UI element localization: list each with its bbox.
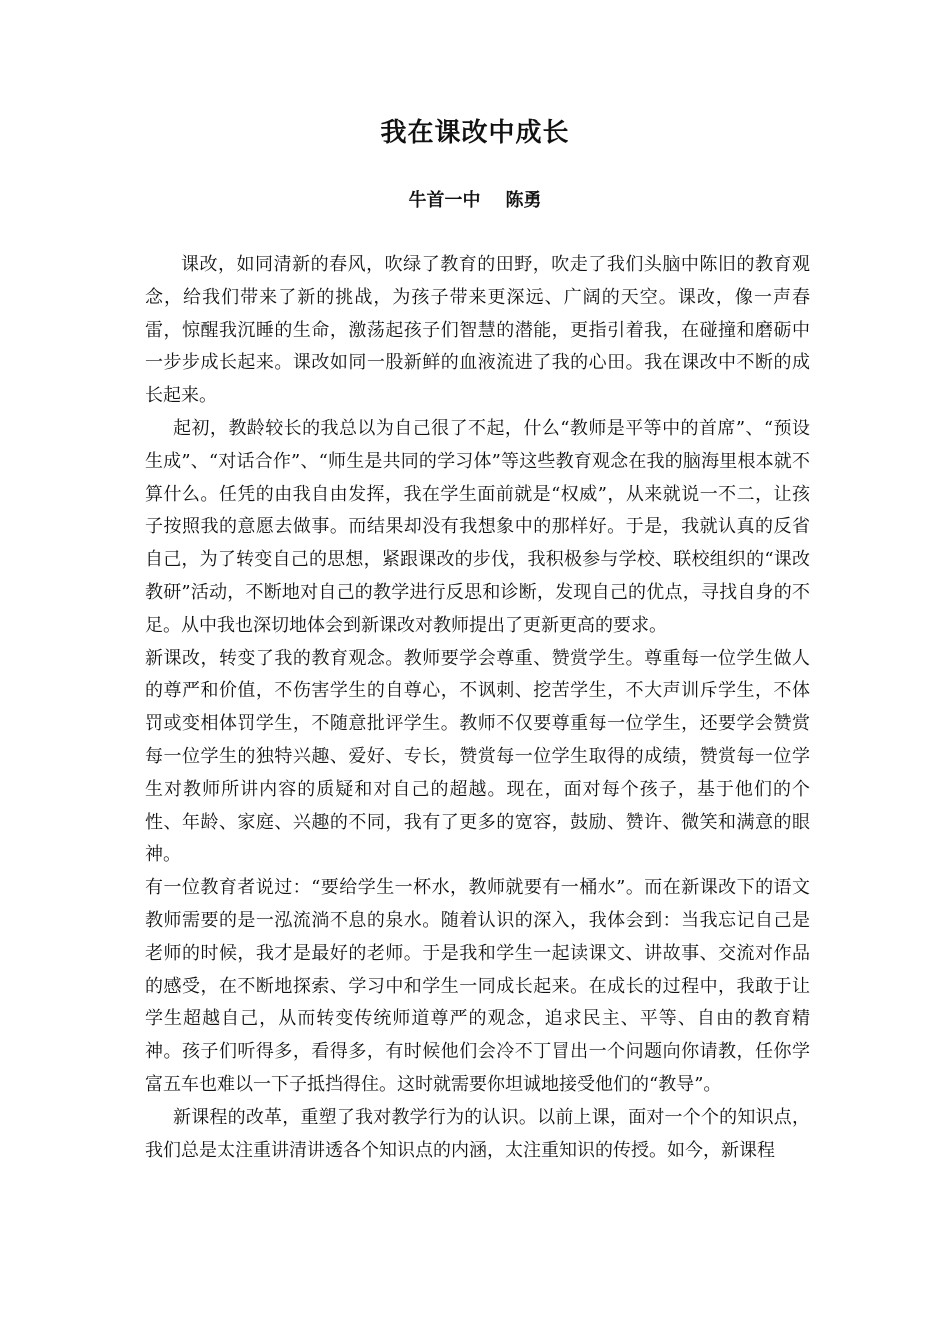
paragraph-5: 新课程的改革，重塑了我对教学行为的认识。以前上课，面对一个个的知识点，我们总是太注重讲清讲透各个知识点的内涵，太注重知识的传授。如今，新课程 — [145, 1106, 810, 1161]
document-title: 我在课改中成长 — [380, 118, 570, 148]
paragraph-2: 起初，教龄较长的我总以为自己很了不起，什么“教师是平等中的首席”、“预设生成”、“对话合作”、“师生是共同的学习体”等这些教育观念在我的脑海里根本就不算什么。任凭的由我自由发挥，我在学生面前就是“权威”，从来就说一不二，让孩子按照我的意愿去做事。而结果却没有我想象中的那样好。于是，我就认真的反省自己，为了转变自己的思想，紧跟课改的步伐，我积极参与学校、联校组织的“课改教研”活动，不断地对自己的教学进行反思和诊断，发现自己的优点，寻找自身的不足。从中我也深切地体会到新课改对教师提出了更新更高的要求。 — [145, 417, 810, 636]
paragraph-4: 有一位教育者说过：“要给学生一杯水，教师就要有一桶水”。而在新课改下的语文教师需要的是一泓流淌不息的泉水。随着认识的深入，我体会到：当我忘记自己是老师的时候，我才是最好的老师。于是我和学生一起读课文、讲故事、交流对作品的感受，在不断地探索、学习中和学生一同成长起来。在成长的过程中，我敢于让学生超越自己，从而转变传统师道尊严的观念，追求民主、平等、自由的教育精神。孩子们听得多，看得多，有时候他们会冷不丁冒出一个问题向你请教，任你学富五车也难以一下子抵挡得住。这时就需要你坦诚地接受他们的“教导”。 — [145, 877, 810, 1095]
author-name: 陈勇 — [505, 190, 542, 211]
document-body — [145, 249, 810, 1167]
author-school: 牛首一中 — [408, 190, 481, 211]
author-line — [0, 187, 950, 215]
author-gap — [480, 190, 505, 211]
paragraph-1: 课改，如同清新的春风，吹绿了教育的田野，吹走了我们头脑中陈旧的教育观念，给我们带来了新的挑战，为孩子带来更深远、广阔的天空。课改，像一声春雷，惊醒我沉睡的生命，激荡起孩子们智慧的潜能，更指引着我，在碰撞和磨砺中一步步成长起来。课改如同一股新鲜的血液流进了我的心田。我在课改中不断的成长起来。 — [145, 254, 810, 407]
paragraph-3: 新课改，转变了我的教育观念。教师要学会尊重、赞赏学生。尊重每一位学生做人的尊严和价值，不伤害学生的自尊心，不讽刺、挖苦学生，不大声训斥学生，不体罚或变相体罚学生，不随意批评学生。教师不仅要尊重每一位学生，还要学会赞赏每一位学生的独特兴趣、爱好、专长，赞赏每一位学生取得的成绩，赞赏每一位学生对教师所讲内容的质疑和对自己的超越。现在，面对每个孩子，基于他们的个性、年龄、家庭、兴趣的不同，我有了更多的宽容，鼓励、赞许、微笑和满意的眼神。 — [145, 647, 810, 866]
